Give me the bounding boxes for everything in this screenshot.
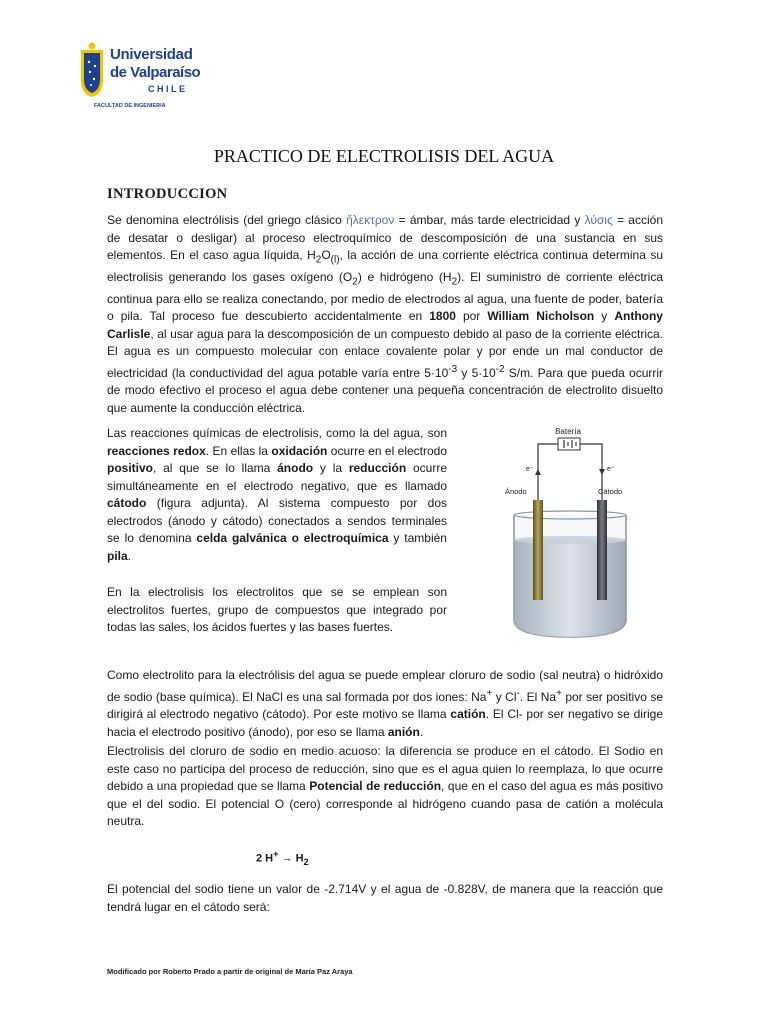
reduction-equation xyxy=(256,849,309,867)
shield-icon xyxy=(78,42,106,98)
bold-name: Anthony Carlisle xyxy=(107,309,663,341)
text-span: 5·10 xyxy=(424,365,449,380)
cathode-electrode xyxy=(597,500,607,600)
sodium-potential-paragraph: El potencial del sodio tiene un valor de -2.714V y el agua de -0.828V, de manera que la reacción que tendrá lugar en el cátodo será: xyxy=(107,882,663,914)
nacl-electrolysis-paragraph xyxy=(107,743,663,831)
text-span: S/m. Para que pueda ocurrir de modo efectivo el proceso el agua debe contener una pequeña concentración de electrolito disuelto que aumente la conducción eléctrica. xyxy=(107,365,664,415)
subscript: 2 xyxy=(451,276,458,288)
superscript: + xyxy=(486,687,493,699)
bold-term: reducción xyxy=(348,461,407,475)
text-span: . En ellas la xyxy=(205,443,272,458)
bold-name: William Nicholson xyxy=(487,309,595,324)
subscript: (l) xyxy=(330,254,340,266)
cathode-label: Cátodo xyxy=(598,487,623,496)
battery-label: Batería xyxy=(555,427,581,436)
beaker xyxy=(514,511,626,637)
text-span: y xyxy=(594,309,615,324)
text-span: = acción de desatar o desligar) al proceso electroquímico de descomposición de una sustancia en sus elementos. En el caso agua líquida, H xyxy=(107,213,663,262)
superscript: + xyxy=(556,687,562,699)
text-span: 2 H xyxy=(256,852,274,865)
subscript: 2 xyxy=(352,276,358,288)
text-span: (figura adjunta). Al sistema compuesto por dos electrodos (ánodo y cátodo) conectados a sendos terminales se lo denomina xyxy=(107,496,447,545)
document-title: PRACTICO DE ELECTROLISIS DEL AGUA xyxy=(213,146,555,166)
text-span: , al usar agua para la descomposición de un compuesto debido al paso de la corriente eléctrica. El agua es un compuesto molecular con enlace covalente polar y por ende un mal conductor de electricidad (la conductividad del agua potable varía entre xyxy=(107,326,663,380)
text-span: . xyxy=(127,548,132,563)
battery-icon xyxy=(558,438,580,450)
bold-term: anión xyxy=(387,724,420,739)
text-span: → H xyxy=(278,852,304,865)
greek-word: λύσις xyxy=(584,213,613,227)
text-span: Como electrolito para la electrólisis del agua se puede emplear cloruro de sodio (sal neutra) o hidróxido de sodio (base química). El NaCl es una sal formada por dos iones: Na xyxy=(107,668,663,704)
superscript: -2 xyxy=(495,363,505,375)
text-span: ) e hidrógeno (H xyxy=(357,269,452,284)
bold-term: catión xyxy=(450,707,486,721)
text-span: . El Cl- por ser negativo se dirige hacia el electrodo positivo (ánodo), por eso se llama xyxy=(107,707,663,739)
anode-label: Ánodo xyxy=(505,487,527,496)
bold-term: pila xyxy=(107,548,128,563)
logo-line-valparaiso: de Valparaíso xyxy=(110,64,201,81)
text-span: = ámbar, más tarde electricidad y xyxy=(394,213,585,227)
greek-word: ἤλεκτρον xyxy=(346,213,395,227)
superscript: + xyxy=(273,849,279,859)
text-span: . El Na xyxy=(519,689,557,704)
electrolyte-nacl-paragraph xyxy=(107,667,663,741)
arrow-down-icon xyxy=(599,469,605,475)
bold-year: 1800 xyxy=(429,309,456,324)
text-span: y xyxy=(457,365,472,380)
bold-term: celda galvánica o electroquímica xyxy=(196,531,389,545)
subscript: 2 xyxy=(315,254,322,266)
electrolysis-cell-diagram xyxy=(500,425,640,640)
text-span: O xyxy=(321,248,331,262)
electron-label-right: e⁻ xyxy=(607,466,615,473)
text-span: y Cl xyxy=(492,689,517,704)
text-span: , al que se lo llama xyxy=(153,461,278,475)
electrolytes-paragraph: En la electrolisis los electrolitos que se se emplean son electrolitos fuertes, grupo de compuestos que integrado por todas las sales, los ácidos fuertes y las bases fuertes. xyxy=(107,585,447,634)
text-span: por xyxy=(455,309,488,324)
water xyxy=(514,540,626,637)
anode-electrode xyxy=(533,500,543,600)
text-span: Electrolisis del cloruro de sodio en medio acuoso: la diferencia se produce en el cátodo. El Sodio en este caso no participa del proceso de reducción, sino que es el agua quien lo reemplaza, lo que ocurre debido a una propiedad que se llama xyxy=(107,744,663,793)
intro-paragraph xyxy=(107,212,663,417)
text-span: y la xyxy=(313,461,349,475)
bold-term: reacciones redox xyxy=(107,443,206,458)
superscript: -3 xyxy=(448,363,458,375)
arrow-up-icon xyxy=(535,469,541,475)
bold-term: cátodo xyxy=(107,496,147,510)
logo-country: CHILE xyxy=(148,84,188,94)
intro-heading: INTRODUCCION xyxy=(107,186,228,202)
bold-term: ánodo xyxy=(277,461,314,475)
text-span: ). El suministro de corriente eléctrica continua para ello se realiza conectando, por medio de electrodos al agua, una fuente de poder, batería o pila. Tal proceso fue descubierto accidentalmente en xyxy=(107,269,663,324)
text-span: Las reacciones químicas de electrolisis, como la del agua, son xyxy=(107,426,447,440)
bold-term: oxidación xyxy=(271,443,328,458)
university-logo xyxy=(76,42,216,114)
text-span: , que en el caso del agua es más positivo que el del sodio. El potencial O (cero) corresponde al hidrógeno cuando pasa de catión a molécula neutra. xyxy=(107,779,663,828)
text-span: Se denomina electrólisis (del griego clásico xyxy=(107,213,347,227)
text-span: , la acción de una corriente eléctrica continua determina su electrolisis generando los gases oxígeno (O xyxy=(107,248,663,284)
text-span: y también xyxy=(388,531,447,545)
logo-line-universidad: Universidad xyxy=(110,46,193,63)
bold-term: positivo xyxy=(107,461,154,475)
text-span: ocurre en el electrodo xyxy=(327,443,448,458)
redox-paragraph xyxy=(107,425,447,565)
superscript: - xyxy=(516,687,520,699)
text-span: . xyxy=(419,724,424,739)
electron-label-left: e⁻ xyxy=(526,466,534,473)
footer-credit: Modificado por Roberto Prado a partir de original de María Paz Araya xyxy=(107,967,353,976)
bold-term: Potencial de reducción xyxy=(309,779,442,793)
subscript: 2 xyxy=(303,856,309,867)
text-span: 5·10 xyxy=(471,365,496,380)
text-span: por ser positivo se dirigirá al electrodo negativo (cátodo). Por este motivo se llama xyxy=(107,689,664,721)
logo-faculty: FACULTAD DE INGENIERIA xyxy=(94,103,166,109)
text-span: ocurre simultáneamente en el electrodo negativo, que es llamado xyxy=(107,461,447,493)
